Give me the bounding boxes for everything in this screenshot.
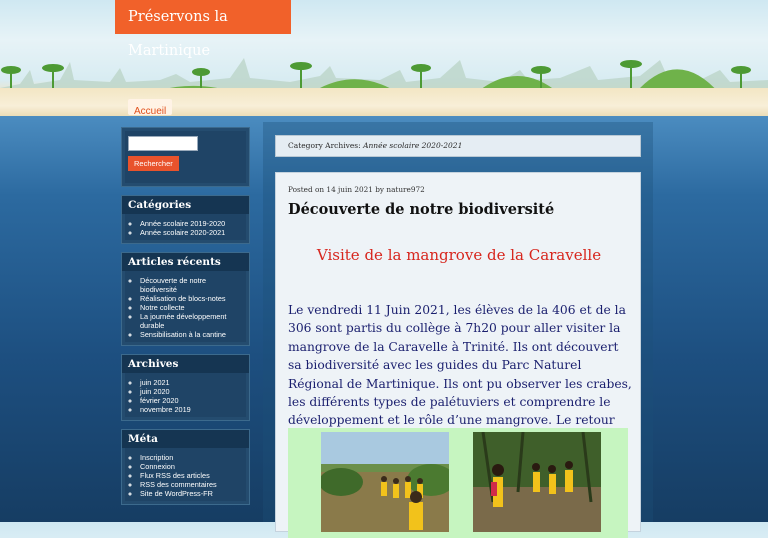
meta-link[interactable]: ◦ Inscription	[140, 453, 243, 462]
meta-title: Méta	[122, 430, 249, 448]
meta-link[interactable]: ◦ Connexion	[140, 462, 243, 471]
post-date-link[interactable]: 14 juin 2021	[326, 185, 373, 194]
recent-posts-widget	[121, 252, 250, 346]
category-link[interactable]: ◦ Année scolaire 2019-2020	[140, 219, 243, 228]
recent-post-link[interactable]: ◦ Notre collecte	[140, 303, 243, 312]
category-link[interactable]: ◦ Année scolaire 2020-2021	[140, 228, 243, 237]
archive-link[interactable]: ◦ juin 2020	[140, 387, 243, 396]
categories-widget	[121, 195, 250, 244]
archives-list	[122, 373, 249, 420]
meta-link[interactable]: ◦ Flux RSS des articles	[140, 471, 243, 480]
mangrove-photo-2[interactable]	[473, 432, 601, 532]
archives-title: Archives	[122, 355, 249, 373]
search-widget	[121, 127, 250, 187]
meta-link[interactable]: ◦ Site de WordPress-FR	[140, 489, 243, 498]
archive-link[interactable]: ◦ novembre 2019	[140, 405, 243, 414]
meta-list	[122, 448, 249, 504]
recent-post-link[interactable]: ◦ La journée développement durable	[140, 312, 243, 330]
nav-home-link[interactable]: Accueil	[134, 106, 167, 117]
archive-link[interactable]: ◦ juin 2021	[140, 378, 243, 387]
mangrove-photo-1[interactable]	[321, 432, 449, 532]
search-input[interactable]	[128, 136, 198, 151]
recent-post-link[interactable]: ◦ Sensibilisation à la cantine	[140, 330, 243, 339]
recent-posts-list	[122, 271, 249, 345]
search-button[interactable]: Rechercher	[128, 156, 179, 171]
category-archive-label: Category Archives:	[288, 141, 361, 150]
post-article	[275, 172, 641, 532]
categories-title: Catégories	[122, 196, 249, 214]
site-title[interactable]: Préservons la Martinique	[115, 0, 291, 34]
recent-post-link[interactable]: ◦ Réalisation de blocs-notes	[140, 294, 243, 303]
post-meta-prefix: Posted on	[288, 185, 325, 194]
post-meta	[288, 185, 425, 194]
recent-post-link[interactable]: ◦ Découverte de notre biodiversité	[140, 276, 243, 294]
category-archive-bar	[275, 135, 641, 157]
header-background-sand	[0, 88, 768, 118]
meta-link[interactable]: ◦ RSS des commentaires	[140, 480, 243, 489]
post-meta-by: by	[375, 185, 385, 194]
sidebar	[121, 127, 250, 513]
meta-widget	[121, 429, 250, 505]
post-author-link[interactable]: nature972	[386, 185, 425, 194]
category-archive-value: Année scolaire 2020-2021	[363, 141, 463, 150]
archive-link[interactable]: ◦ février 2020	[140, 396, 243, 405]
post-title[interactable]: Découverte de notre biodiversité	[288, 201, 555, 218]
post-body-text: Le vendredi 11 Juin 2021, les élèves de la 406 et de la 306 sont partis du collège à 7h20 pour aller visiter la mangrove de la Caravelle à Trinité. Ils ont découvert sa biodiversité avec les guides du Parc Naturel Régional de Martinique. Ils ont pu observer les crabes, les différents types de palétuviers et comprendre le développement et le rôle d’une mangrove. Le retour	[288, 303, 632, 428]
post-subtitle: Visite de la mangrove de la Caravelle	[316, 246, 602, 264]
main-nav	[128, 99, 172, 115]
categories-list	[122, 214, 249, 243]
archives-widget	[121, 354, 250, 421]
recent-posts-title: Articles récents	[122, 253, 249, 271]
